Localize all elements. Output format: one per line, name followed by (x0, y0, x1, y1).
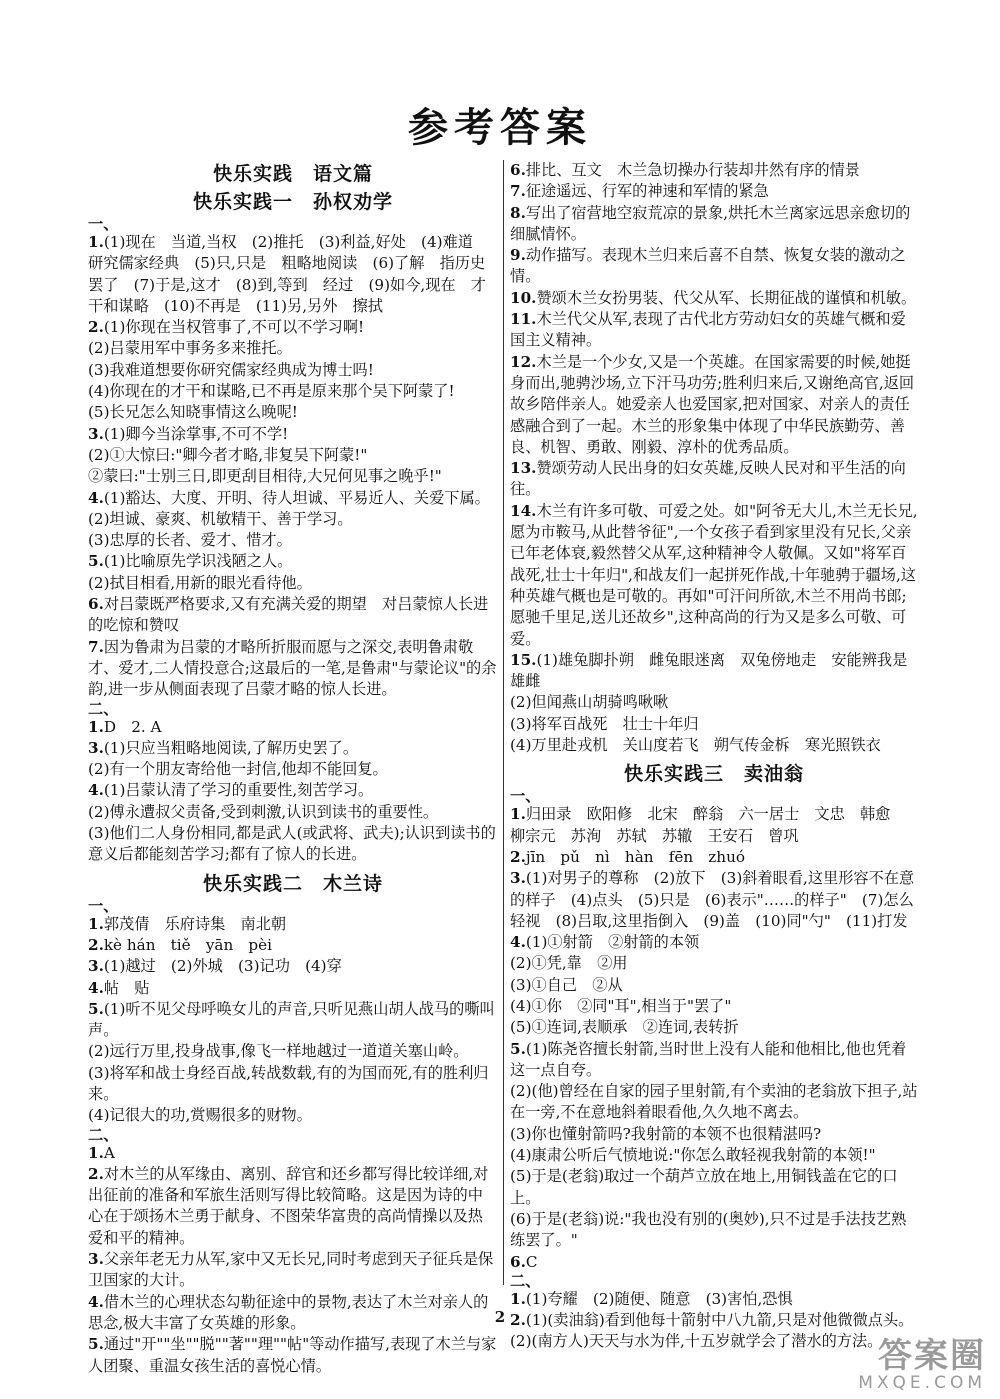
answer-text: 动作描写。表现木兰归来后喜不自禁、恢复女装的激动之情。 (510, 246, 906, 286)
part-heading: 一、 (88, 215, 119, 233)
answer-text: (2)(他)曾经在自家的园子里射箭,有个卖油的老翁放下担子,站在一旁,不在意地斜着眼看他,久久地不离去。 (510, 1082, 918, 1122)
answer-item (88, 759, 498, 780)
part-heading: 二、 (88, 1125, 119, 1144)
answer-number: 3. (88, 957, 104, 976)
part-heading: 一、 (510, 787, 541, 806)
answer-number: 1. (88, 914, 104, 933)
page-number: 2 (494, 1308, 506, 1326)
answer-item (510, 953, 918, 974)
answer-number: 9. (510, 246, 526, 265)
answer-item (88, 802, 498, 823)
answer-number: 5. (88, 999, 104, 1018)
answer-text: 帖 贴 (103, 978, 150, 997)
answer-number: 4. (510, 933, 526, 952)
site-watermark (858, 1338, 986, 1392)
answer-number: 6. (88, 595, 104, 614)
answer-text: (3)你也懂射箭吗?我射箭的本领不也很精湛吗? (510, 1124, 822, 1143)
answer-item (88, 823, 498, 866)
answer-item (510, 804, 918, 847)
answer-number: 1. (510, 1289, 526, 1308)
answer-list (88, 232, 501, 701)
answer-text: 征途遥远、行军的神速和军情的紧急 (525, 182, 769, 201)
answer-item (88, 637, 498, 701)
answer-number: 2. (88, 935, 104, 954)
answer-text: (2)拭目相看,用新的眼光看待他。 (88, 573, 312, 592)
answer-list (510, 160, 918, 756)
answer-text: 木兰代父从军,表现了古代北方劳动妇女的英雄气概和爱国主义精神。 (510, 310, 906, 350)
answer-item (88, 445, 498, 466)
answer-text: (6)于是(老翁)说:"我也没有别的(奥妙),只不过是手法技艺熟练罢了。" (510, 1209, 907, 1250)
answer-item (510, 1081, 918, 1124)
answer-number: 2. (510, 1311, 526, 1330)
answer-text: (1)①射箭 ②射箭的本领 (525, 933, 700, 952)
answer-number: 15. (510, 650, 537, 669)
answer-item (88, 956, 498, 977)
answer-number: 10. (510, 288, 537, 307)
answer-item (510, 1166, 918, 1209)
answer-text: (4)①你 ②同"耳",相当于"罢了" (510, 996, 732, 1015)
answer-text: C (525, 1252, 538, 1271)
part-heading: 一、 (88, 896, 119, 915)
answer-text: (1)只应当粗略地阅读,了解历史罢了。 (103, 738, 359, 757)
answer-item (88, 780, 498, 801)
answer-item (88, 1063, 498, 1106)
answer-text: 对吕蒙既严格要求,又有充满关爱的期望 对吕蒙惊人长进的吃惊和赞叹 (88, 595, 489, 635)
answer-item (510, 868, 929, 932)
answer-item (88, 360, 498, 381)
answer-text: (2)远行万里,投身战事,像飞一样地越过一道道关塞山岭。 (88, 1042, 469, 1061)
answer-number: 3. (510, 869, 526, 888)
answer-text: (1)对男子的尊称 (2)放下 (3)斜着眼看,这里形容不在意的样子 (4)点头 (5)只是 (6)表示"……的样子" (7)怎么 轻视 (8)吕取,这里指倒入 (9)盖 (10)同"勺" (11)打发 (510, 869, 929, 930)
answer-text: (2)但闻燕山胡骑鸣啾啾 (510, 693, 669, 712)
answer-item (88, 1041, 498, 1062)
answer-item (510, 288, 918, 309)
answer-item (88, 338, 498, 359)
answer-item (510, 932, 918, 953)
answer-item (88, 509, 498, 530)
answer-item (510, 1124, 918, 1145)
answer-text: (2)①大惊曰:"卿今者才略,非复吴下阿蒙!" (88, 445, 368, 464)
answer-item (510, 1017, 918, 1038)
answer-number: 7. (510, 182, 526, 201)
answer-text: (1)陈尧咨擅长射箭,当时世上没有人能和他相比,他也凭着这一点自夸。 (510, 1039, 907, 1079)
answer-number: 4. (88, 978, 104, 997)
answer-item (510, 245, 918, 288)
answer-item (88, 551, 498, 572)
answer-text: (2)吕蒙用军中事务多来推托。 (88, 339, 292, 358)
answer-number: 12. (510, 352, 537, 371)
answer-text: (1)夸耀 (2)随便、随意 (3)害怕,恐惧 (525, 1289, 793, 1308)
answer-number: 4. (88, 488, 104, 507)
answer-item (510, 309, 918, 352)
answer-text: 通过"开""坐""脱""著""理""帖"等动作描写,表现了木兰与家人团聚、重温女孩生活的喜悦心情。 (88, 1335, 497, 1375)
answer-item (510, 714, 918, 735)
answer-item (510, 203, 918, 246)
answer-text: 归田录 欧阳修 北宋 醉翁 六一居士 文忠 韩愈 柳宗元 苏洵 苏轼 苏辙 王安石 曾巩 (510, 805, 906, 845)
answer-item (88, 717, 498, 738)
answer-item (88, 488, 498, 509)
answer-text: (4)你现在的才干和谋略,已不再是原来那个吴下阿蒙了! (88, 382, 455, 401)
answer-text: D 2. A (103, 717, 162, 736)
answer-number: 7. (88, 637, 104, 656)
answer-number: 6. (510, 1252, 526, 1271)
answer-text: (3)①自己 ②从 (510, 975, 623, 994)
answer-item (510, 501, 918, 650)
answer-number: 2. (88, 1164, 104, 1183)
answer-item (88, 914, 498, 935)
answer-text: (3)我难道想要你研究儒家经典成为博士吗! (88, 360, 374, 379)
answer-item (88, 1334, 498, 1377)
section-title-3: 快乐实践三 卖油翁 (623, 763, 804, 786)
answer-number: 8. (510, 203, 526, 222)
answer-text: 排比、互文 木兰急切操办行装却井然有序的情景 (525, 161, 860, 179)
answer-text: (3)将军百战死 壮士十年归 (510, 714, 699, 733)
answer-text: (5)①连词,表顺承 ②连词,表转折 (510, 1018, 739, 1037)
answer-text: (1)(卖油翁)看到他每十箭射中八九箭,只是对他微微点头。 (525, 1311, 914, 1330)
answer-text: (4)万里赴戎机 关山度若飞 朔气传金柝 寒光照铁衣 (510, 736, 881, 755)
answer-item (510, 1209, 918, 1252)
answer-item (510, 847, 918, 868)
answer-number: 1. (88, 1143, 104, 1162)
answer-list (88, 717, 498, 866)
answer-item (88, 999, 498, 1042)
part-heading: 二、 (88, 699, 119, 718)
section-title-1: 快乐实践一 孙权劝学 (192, 191, 393, 213)
answer-number: 4. (88, 781, 104, 800)
left-column (88, 160, 501, 1377)
answer-item (510, 1252, 918, 1273)
answer-text: 赞颂劳动人民出身的妇女英雄,反映人民对和平生活的向往。 (510, 459, 906, 499)
answer-item (88, 424, 498, 445)
answer-number: 1. (510, 805, 526, 824)
answer-item (510, 160, 918, 181)
answer-list (88, 914, 498, 1127)
answer-list (510, 804, 929, 1273)
answer-text: (1)现在 当道,当权 (2)推托 (3)利益,好处 (4)难道 研究儒家经典 (5)只,只是 粗略地阅读 (6)了解 指历史 罢了 (7)于是,这才 (8)到,等到 经过 (9)如今,现在 才干和谋略 (10)不再是 (11)另,另外 擦拭 (88, 233, 501, 315)
answer-text: A (103, 1143, 115, 1162)
answer-text: (2)坦诚、豪爽、机敏精干、善于学习。 (88, 509, 353, 528)
answer-item (510, 735, 918, 756)
answer-item (510, 458, 918, 501)
answer-text: (5)于是(老翁)取过一个葫芦立放在地上,用铜钱盖在它的口上。 (510, 1167, 898, 1207)
answer-number: 3. (88, 424, 104, 443)
answer-number: 3. (88, 738, 104, 757)
answer-text: 父亲年老无力从军,家中又无长兄,同时考虑到天子征兵是保卫国家的大计。 (88, 1250, 494, 1290)
answer-text: (2)①凭,靠 ②用 (510, 954, 628, 973)
answer-item (88, 466, 498, 487)
answer-text: kè hán tiě yān pèi (103, 935, 272, 954)
answer-number: 1. (88, 717, 104, 736)
answer-text: 木兰是一个少女,又是一个英雄。在国家需要的时候,她挺身而出,驰骋沙场,立下汗马功劳;胜利归来后,又谢绝高官,返回故乡陪伴亲人。她爱亲人也爱国家,把对国家、对亲人的责任感融合到了一起。木兰的形象集中体现了中华民族勤劳、善良、机智、勇敢、刚毅、淳朴的优秀品质。 (510, 352, 915, 456)
answer-number: 2. (510, 847, 526, 866)
answer-number: 4. (88, 1292, 104, 1311)
answer-number: 2. (88, 318, 104, 337)
answer-number: 5. (510, 1039, 526, 1058)
answer-text: (1)比喻原先学识浅陋之人。 (103, 552, 293, 571)
answer-text: (3)将军和战士身经百战,转战数载,有的为国而死,有的胜利归来。 (88, 1063, 489, 1103)
answer-item (88, 1249, 498, 1292)
watermark-logo: 答案圈 (878, 1336, 986, 1376)
answer-text: (1)卿今当涂掌事,不可不学! (103, 424, 289, 443)
answer-text: 赞颂木兰女扮男装、代父从军、长期征战的谨慎和机敏。 (536, 288, 917, 307)
answer-number: 5. (88, 552, 104, 571)
answer-text: (2)有一个朋友寄给他一封信,他却不能回复。 (88, 760, 388, 779)
answer-text: 郭茂倩 乐府诗集 南北朝 (103, 914, 287, 933)
answer-item (510, 692, 918, 713)
column-divider (503, 160, 504, 1285)
answer-item (510, 996, 918, 1017)
answer-item (88, 1105, 498, 1126)
answer-item (88, 381, 498, 402)
answer-item (88, 317, 498, 338)
answer-number: 1. (88, 233, 104, 251)
answer-number: 11. (510, 310, 537, 329)
answer-item (88, 573, 498, 594)
answer-text: 木兰有许多可敬、可爱之处。如"阿爷无大儿,木兰无长兄,愿为市鞍马,从此替爷征",一个女孩子看到家里没有兄长,父亲已年老体衰,毅然替父从军,这种精神令人敬佩。又如"将军百战死,壮士十年归",和战友们一起拼死作战,十年驰骋于疆场,这种英雄气概也是可敬的。再如"可汗问所欲,木兰不用尚书郎;愿驰千里足,送儿还故乡",这种高尚的行为又是多么可敬、可爱。 (510, 501, 918, 648)
answer-text: jīn pǔ nì hàn fēn zhuó (525, 847, 746, 866)
answer-item (88, 935, 498, 956)
answer-item (88, 232, 501, 317)
part-heading: 二、 (510, 1271, 541, 1290)
answer-text: (1)豁达、大度、开明、待人坦诚、平易近人、关爱下属。 (103, 488, 490, 507)
answer-number: 6. (510, 161, 526, 179)
answer-list (88, 1143, 498, 1377)
answer-item (88, 402, 498, 423)
answer-text: 因为鲁肃为吕蒙的才略所折服而愿与之深交,表明鲁肃敬才、爱才,二人情投意合;这最后的一笔,是鲁肃"与蒙论议"的余韵,进一步从侧面表现了吕蒙才略的惊人长进。 (88, 637, 497, 699)
answer-text: (1)听不见父母呼唤女儿的声音,只听见燕山胡人战马的嘶叫声。 (88, 999, 495, 1040)
answer-item (88, 978, 498, 999)
section-title-2: 快乐实践二 木兰诗 (202, 872, 383, 895)
answer-item (510, 650, 918, 693)
answer-item (88, 594, 498, 637)
answer-item (510, 1289, 918, 1310)
answer-item (510, 352, 918, 458)
answer-item (510, 975, 918, 996)
answer-text: (3)忠厚的长者、爱才、惜才。 (88, 531, 292, 550)
answer-number: 13. (510, 459, 537, 478)
answer-item (88, 530, 498, 551)
answer-text: (2)(南方人)天天与水为伴,十五岁就学会了潜水的方法。 (510, 1332, 883, 1351)
answer-text: ②蒙曰:"士别三日,即更刮目相待,大兄何见事之晚乎!" (88, 467, 442, 486)
answer-item (510, 181, 918, 202)
answer-number: 5. (88, 1335, 104, 1354)
answer-item (88, 1164, 498, 1249)
answer-text: (3)他们二人身份相同,都是武人(或武将、武夫);认识到读书的意义后都能刻苦学习;都有了惊人的长进。 (88, 824, 496, 864)
subject-heading: 快乐实践 语文篇 (212, 163, 373, 185)
answer-item (88, 738, 498, 759)
answer-item (510, 1039, 918, 1082)
answer-item (88, 1143, 498, 1164)
answer-number: 14. (510, 501, 537, 520)
answer-text: 对木兰的从军缘由、离别、辞官和还乡都写得比较详细,对出征前的准备和军旅生活则写得比较简略。这是因为诗的中心在于颂扬木兰勇于献身、不图荣华富贵的高尚情操以及热爱和平的精神。 (88, 1164, 489, 1247)
answer-item (510, 1331, 918, 1352)
answer-text: (1)吕蒙认清了学习的重要性,刻苦学习。 (103, 781, 374, 800)
answer-text: (5)长兄怎么知晓事情这么晚呢! (88, 403, 298, 422)
right-column (510, 160, 929, 1353)
answer-number: 3. (88, 1250, 104, 1269)
answer-item (510, 1145, 918, 1166)
answer-text: (1)雄兔脚扑朔 雌兔眼迷离 双兔傍地走 安能辨我是雄雌 (510, 650, 908, 691)
answer-text: (1)你现在当权管事了,不可以不学习啊! (103, 318, 365, 337)
answer-text: (4)康肃公听后气愤地说:"你怎么敢轻视我射箭的本领!" (510, 1146, 876, 1165)
answer-text: (1)越过 (2)外城 (3)记功 (4)穿 (103, 957, 342, 976)
answer-text: (2)傅永遭叔父责备,受到刺激,认识到读书的重要性。 (88, 802, 439, 821)
answer-text: (4)记很大的功,赏赐很多的财物。 (88, 1106, 312, 1125)
answer-text: 写出了宿营地空寂荒凉的景象,烘托木兰离家远思亲愈切的细腻情怀。 (510, 203, 911, 243)
watermark-url: MXQE.COM (858, 1373, 986, 1393)
answer-text: 借木兰的心理状态勾勒征途中的景物,表达了木兰对亲人的思念,极大丰富了女英雄的形象。 (88, 1292, 489, 1332)
page-title: 参考答案 (408, 105, 592, 151)
